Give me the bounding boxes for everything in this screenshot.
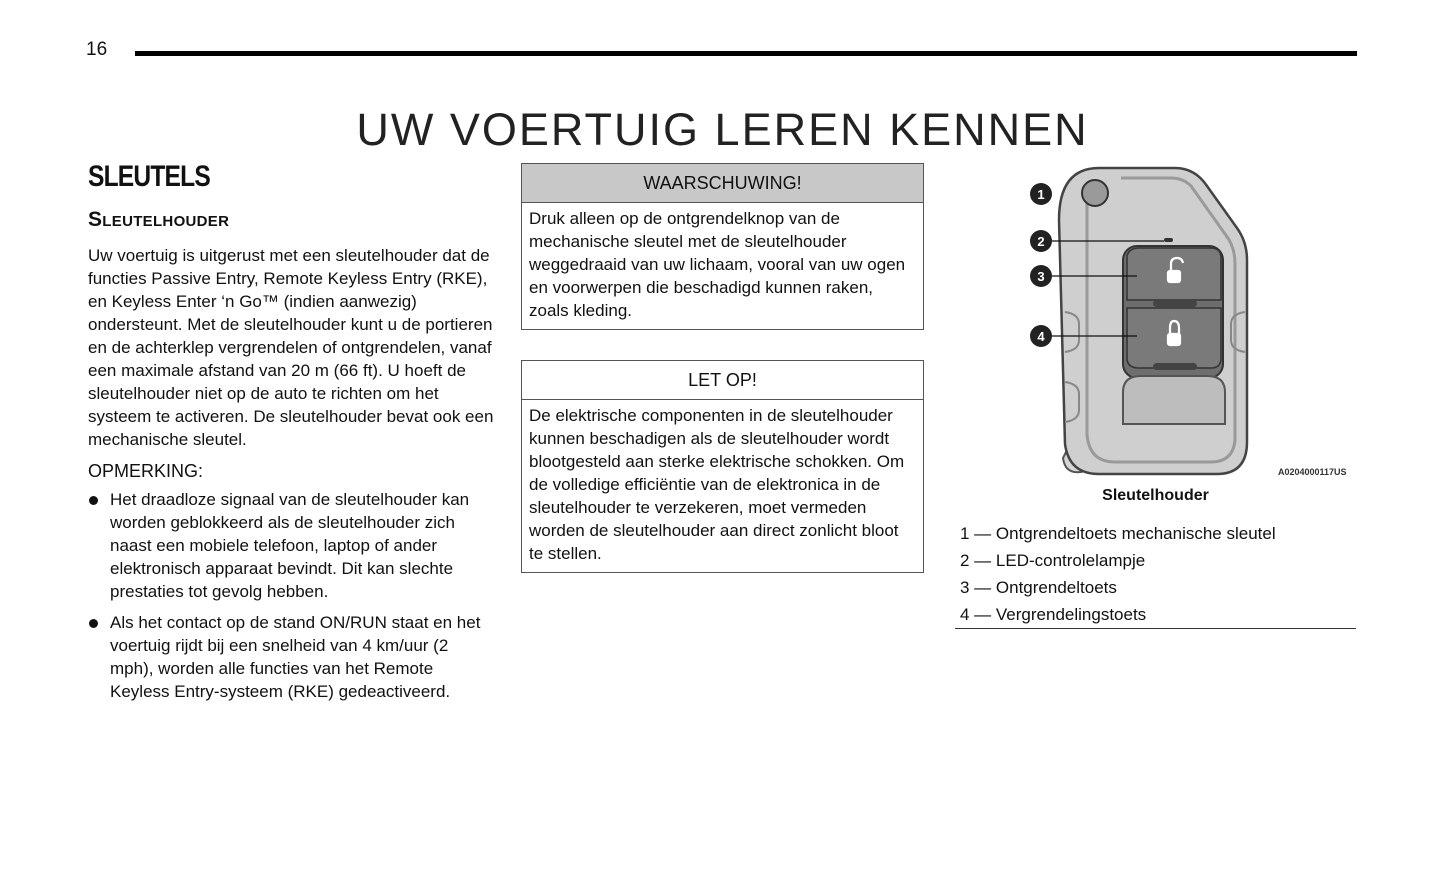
figure-caption: Sleutelhouder xyxy=(1102,487,1209,504)
legend-rule xyxy=(955,628,1356,629)
figure-code: A0204000117US xyxy=(1278,467,1347,477)
warning-heading: WAARSCHUWING! xyxy=(522,164,923,203)
legend-item: 2 — LED-controlelampje xyxy=(960,551,1146,570)
warning-text: Druk alleen op de ontgrendelknop van de mechanische sleutel met de sleutelhouder weggedraaid van uw lichaam, vooral van uw ogen en voorwerpen die beschadigd kunnen raken, zoals kleding. xyxy=(529,209,906,320)
note-list xyxy=(88,488,494,703)
svg-text:3: 3 xyxy=(1037,269,1045,284)
callout-3 xyxy=(1030,265,1052,287)
caution-heading: LET OP! xyxy=(522,361,923,400)
warning-box xyxy=(521,163,924,330)
svg-text:1: 1 xyxy=(1037,187,1045,202)
section-title: SLEUTELS xyxy=(88,160,210,193)
caution-box xyxy=(521,360,924,573)
page-number: 16 xyxy=(86,39,108,60)
legend-item: 1 — Ontgrendeltoets mechanische sleutel xyxy=(960,524,1276,543)
legend-item: 3 — Ontgrendeltoets xyxy=(960,578,1117,597)
bullet-icon xyxy=(89,619,98,628)
note-text: Het draadloze signaal van de sleutelhouder kan worden geblokkeerd als de sleutelhouder zich naast een mobiele telefoon, laptop of ander elektronisch apparaat bevindt. Dit kan slechte prestaties tot gevolg hebben. xyxy=(110,490,470,601)
note-text: Als het contact op de stand ON/RUN staat en het voertuig rijdt bij een snelheid van 4 km/uur (2 mph), worden alle functies van het Remote Keyless Entry-systeem (RKE) gedeactiveerd. xyxy=(110,613,481,701)
note-heading: OPMERKING: xyxy=(88,461,204,481)
chapter-title: UW VOERTUIG LEREN KENNEN xyxy=(356,104,1089,156)
note-item xyxy=(88,611,494,703)
left-column xyxy=(88,160,494,711)
callout-2 xyxy=(1030,230,1052,252)
note-item xyxy=(88,488,494,603)
svg-text:4: 4 xyxy=(1037,329,1045,344)
led-indicator-icon xyxy=(1164,238,1173,242)
svg-text:2: 2 xyxy=(1037,234,1045,249)
bullet-icon xyxy=(89,496,98,505)
figure-legend xyxy=(955,520,1356,628)
caution-text: De elektrische componenten in de sleutelhouder kunnen beschadigen als de sleutelhouder wordt blootgesteld aan sterke elektrische schokken. Om de volledige efficiëntie van de elektronica in de sleutelhouder te verzekeren, moet vermeden worden de sleutelhouder aan direct zonlicht bloot te stellen. xyxy=(529,406,905,563)
header-rule xyxy=(135,51,1357,56)
callout-1 xyxy=(1030,183,1052,205)
legend-item: 4 — Vergrendelingstoets xyxy=(960,605,1147,624)
subsection-title: Sleutelhouder xyxy=(88,208,230,231)
key-fob-illustration xyxy=(1025,162,1355,480)
mechanical-key-release-icon xyxy=(1082,180,1108,206)
callout-4 xyxy=(1030,325,1052,347)
intro-paragraph: Uw voertuig is uitgerust met een sleutelhouder dat de functies Passive Entry, Remote Keyless Entry (RKE), en Keyless Enter ‘n Go™ (indien aanwezig) ondersteunt. Met de sleutelhouder kunt u de portieren en de achterklep vergrendelen of ontgrendelen, vanaf een maximale afstand van 20 m (66 ft). U hoeft de sleutelhouder niet op de auto te richten om het systeem te activeren. De sleutelhouder bevat ook een mechanische sleutel. xyxy=(88,246,494,449)
